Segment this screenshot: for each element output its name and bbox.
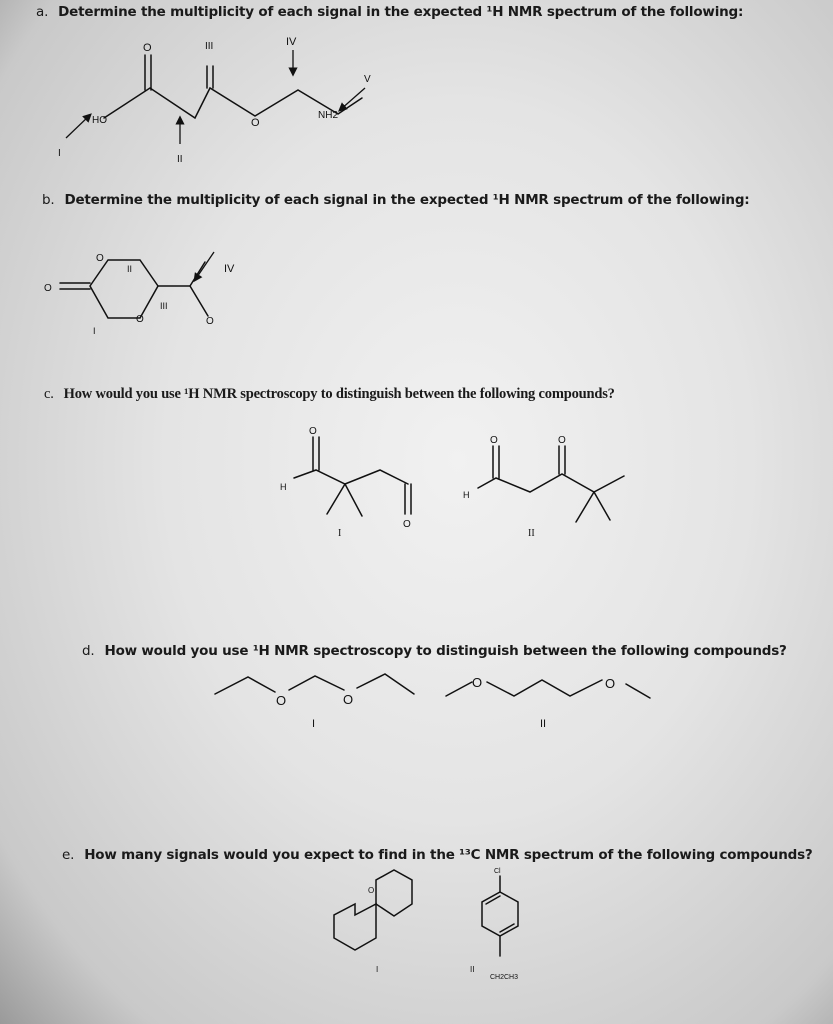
- c-atom-o1: O: [309, 426, 317, 437]
- c-atom-o2: O: [403, 519, 411, 530]
- e-label-ii: II: [470, 965, 475, 974]
- c-atom-o3: O: [490, 435, 498, 446]
- d-atom-o3: O: [472, 675, 483, 690]
- question-c-label: c.: [44, 386, 54, 402]
- e-atom-cl: Cl: [494, 868, 501, 875]
- d-atom-o4: O: [605, 676, 616, 691]
- question-a-text: Determine the multiplicity of each signal in the expected ¹H NMR spectrum of the following:: [58, 4, 744, 20]
- c-atom-h1: H: [280, 482, 287, 492]
- a-label-v: V: [364, 74, 371, 85]
- a-label-i: I: [58, 148, 61, 159]
- d-atom-o1: O: [276, 693, 287, 708]
- d-atom-o2: O: [343, 692, 354, 707]
- question-b-text: Determine the multiplicity of each signal in the expected ¹H NMR spectrum of the following:: [64, 192, 750, 208]
- e-atom-ch2ch3: CH2CH3: [490, 974, 519, 981]
- e-label-i: I: [376, 965, 379, 974]
- e-atom-o: O: [368, 886, 375, 895]
- a-atom-o-ester: O: [251, 117, 260, 129]
- a-atom-nh2: NH2: [318, 110, 339, 121]
- question-c-text: How would you use ¹H NMR spectroscopy to distinguish between the following compounds?: [63, 386, 615, 402]
- c-atom-o4: O: [558, 435, 566, 446]
- b-atom-o-sub: O: [206, 316, 214, 327]
- c-label-i: I: [338, 528, 342, 539]
- structure-e: [334, 868, 518, 981]
- a-label-iv: IV: [286, 36, 297, 48]
- structure-d: [215, 674, 650, 730]
- question-e-label: e.: [62, 847, 75, 863]
- structure-a: [58, 36, 371, 165]
- question-a-label: a.: [36, 4, 49, 20]
- d-label-i: I: [312, 718, 316, 730]
- structure-b: [44, 252, 235, 336]
- c-label-ii: II: [528, 528, 535, 539]
- question-d-label: d.: [82, 643, 95, 659]
- a-atom-o-top: O: [143, 42, 152, 54]
- d-label-ii: II: [540, 718, 547, 730]
- b-atom-o-ring-bottom: O: [136, 314, 144, 325]
- b-label-iv: IV: [224, 263, 235, 275]
- question-b-label: b.: [42, 192, 55, 208]
- b-label-iii: III: [160, 301, 168, 311]
- b-label-i: I: [93, 326, 96, 336]
- a-atom-ho: HO: [92, 115, 107, 126]
- a-label-iii: III: [205, 41, 214, 52]
- question-d-text: How would you use ¹H NMR spectroscopy to distinguish between the following compounds?: [104, 643, 787, 659]
- a-label-ii: II: [177, 154, 183, 165]
- question-e-text: How many signals would you expect to find in the ¹³C NMR spectrum of the following compounds?: [84, 847, 813, 863]
- structure-c: [280, 426, 624, 539]
- b-label-ii: II: [127, 264, 133, 274]
- c-atom-h2: H: [463, 490, 470, 500]
- b-atom-o-carbonyl: O: [44, 283, 52, 294]
- b-atom-o-ring-top: O: [96, 253, 104, 264]
